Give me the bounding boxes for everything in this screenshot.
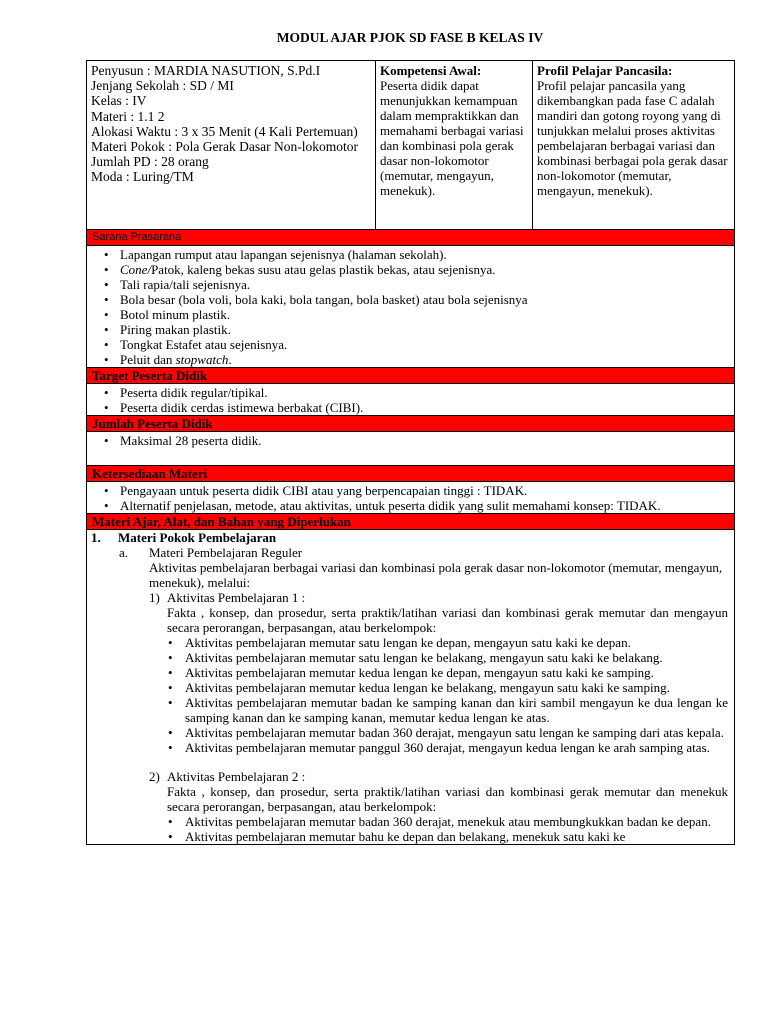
list-item: • Pengayaan untuk peserta didik CIBI atau yang berpencapaian tinggi : TIDAK. bbox=[104, 483, 528, 498]
bullet-icon: • bbox=[168, 829, 173, 844]
list-item: • Cone/Patok, kaleng bekas susu atau gelas plastik bekas, atau sejenisnya. bbox=[104, 262, 496, 277]
bullet-icon: • bbox=[104, 385, 109, 400]
main-material-line: Materi Pokok : Pola Gerak Dasar Non-lokomotor bbox=[91, 139, 358, 155]
initial-competence-text: Peserta didik dapat menunjukkan kemampuan dalam mempraktikkan dan memahami berbagai variasi dan kombinasi pola gerak dasar non-lokomotor (memutar, mengayun, menekuk). bbox=[380, 78, 524, 198]
bullet-icon: • bbox=[168, 665, 173, 680]
list-item: • Maksimal 28 peserta didik. bbox=[104, 433, 262, 448]
regular-material-block bbox=[91, 560, 728, 844]
regular-material-heading bbox=[91, 545, 728, 560]
bullet-icon: • bbox=[168, 814, 173, 829]
list-item: • Aktivitas pembelajaran memutar satu lengan ke depan, mengayun satu kaki ke depan. bbox=[168, 635, 631, 650]
bullet-icon: • bbox=[104, 262, 109, 277]
section-number: 1. bbox=[91, 530, 101, 545]
facilities-section bbox=[87, 246, 734, 368]
bullet-icon: • bbox=[168, 740, 173, 755]
list-item: • Alternatif penjelasan, metode, atau aktivitas, untuk peserta didik yang sulit memahami konsep: TIDAK. bbox=[104, 498, 661, 513]
list-item: • Botol minum plastik. bbox=[104, 307, 231, 322]
activity-2-description: Fakta , konsep, dan prosedur, serta praktik/latihan variasi dan kombinasi gerak memutar dan menekuk secara perorangan, berpasangan, atau berkelompok: bbox=[167, 784, 728, 814]
bullet-icon: • bbox=[168, 680, 173, 695]
pancasila-profile-text: Profil pelajar pancasila yang dikembangkan pada fase C adalah mandiri dan gotong royong yang di tunjukkan melalui proses aktivitas pembelajaran berbagai variasi dan kombinasi berbagai pola gerak dasar non-lokomotor (memutar, mengayun, menekuk). bbox=[537, 78, 728, 198]
student-count-heading: Jumlah Peserta Didik bbox=[87, 416, 734, 432]
bullet-icon: • bbox=[104, 307, 109, 322]
author-line: Penyusun : MARDIA NASUTION, S.Pd.I bbox=[91, 63, 321, 78]
activity-1-description: Fakta , konsep, dan prosedur, serta praktik/latihan variasi dan kombinasi gerak memutar dan mengayun secara perorangan, berpasangan, atau berkelompok: bbox=[167, 605, 728, 635]
document-title: MODUL AJAR PJOK SD FASE B KELAS IV bbox=[276, 30, 544, 45]
list-item: • Lapangan rumput atau lapangan sejenisnya (halaman sekolah). bbox=[104, 247, 447, 262]
school-level-line: Jenjang Sekolah : SD / MI bbox=[91, 78, 234, 94]
bullet-icon: • bbox=[104, 400, 109, 415]
bullet-icon: • bbox=[104, 498, 109, 513]
subsection-letter: a. bbox=[119, 545, 129, 560]
bullet-icon: • bbox=[168, 635, 173, 650]
list-item: • Peserta didik cerdas istimewa berbakat (CIBI). bbox=[104, 400, 364, 415]
facilities-heading: Sarana Prasarana bbox=[87, 230, 734, 246]
activity-1-heading: 1) Aktivitas Pembelajaran 1 : bbox=[149, 590, 306, 605]
bullet-icon: • bbox=[104, 247, 109, 262]
bullet-icon: • bbox=[168, 650, 173, 665]
bullet-icon: • bbox=[168, 695, 173, 710]
main-material-heading bbox=[91, 530, 728, 545]
bullet-icon: • bbox=[104, 337, 109, 352]
list-item: • Aktivitas pembelajaran memutar badan 360 derajat, mengayun satu lengan ke samping dari atas kepala. bbox=[168, 725, 724, 740]
material-code-line: Materi : 1.1 2 bbox=[91, 108, 165, 124]
target-students-section bbox=[87, 384, 734, 416]
identity-cell bbox=[87, 61, 376, 229]
material-availability-section bbox=[87, 482, 734, 514]
section-title: Materi Pokok Pembelajaran bbox=[118, 530, 277, 545]
module-table bbox=[86, 60, 735, 845]
list-item: • Tongkat Estafet atau sejenisnya. bbox=[104, 337, 288, 352]
initial-competence-cell bbox=[376, 61, 533, 229]
student-count-section bbox=[87, 432, 734, 466]
initial-competence-heading: Kompetensi Awal: bbox=[380, 63, 482, 78]
list-item: • Piring makan plastik. bbox=[104, 322, 231, 337]
list-item: • Aktivitas pembelajaran memutar kedua lengan ke belakang, mengayun satu kaki ke samping. bbox=[168, 680, 670, 695]
activities-intro: Aktivitas pembelajaran berbagai variasi dan kombinasi pola gerak dasar non-lokomotor (memutar, mengayun, menekuk), melalui: bbox=[149, 560, 723, 590]
pancasila-profile-cell bbox=[533, 61, 734, 229]
time-allocation-line: Alokasi Waktu : 3 x 35 Menit (4 Kali Pertemuan) bbox=[91, 123, 358, 139]
subsection-title: Materi Pembelajaran Reguler bbox=[149, 545, 303, 560]
activity-2-list bbox=[149, 814, 728, 844]
list-item: • Peserta didik regular/tipikal. bbox=[104, 385, 268, 400]
bullet-icon: • bbox=[104, 433, 109, 448]
student-count-line: Jumlah PD : 28 orang bbox=[91, 154, 209, 170]
material-availability-heading: Ketersediaan Materi bbox=[87, 466, 734, 482]
list-item: • Peluit dan stopwatch. bbox=[104, 352, 232, 367]
class-line: Kelas : IV bbox=[91, 93, 147, 109]
list-item: • Aktivitas pembelajaran memutar badan ke samping kanan dan kiri sambil mengayun ke dua lengan ke samping kanan dan ke samping kanan, memutar kedua lengan ke atas. bbox=[168, 695, 728, 725]
activity-2-heading: 2) Aktivitas Pembelajaran 2 : bbox=[149, 769, 306, 784]
list-item: • Aktivitas pembelajaran memutar badan 360 derajat, menekuk atau membungkukkan badan ke depan. bbox=[168, 814, 711, 829]
bullet-icon: • bbox=[104, 277, 109, 292]
list-item: • Aktivitas pembelajaran memutar kedua lengan ke depan, mengayun satu kaki ke samping. bbox=[168, 665, 654, 680]
list-item: • Aktivitas pembelajaran memutar panggul 360 derajat, mengayun kedua lengan ke arah samping atas. bbox=[168, 740, 710, 755]
bullet-icon: • bbox=[104, 352, 109, 367]
header-row bbox=[87, 61, 734, 230]
bullet-icon: • bbox=[104, 292, 109, 307]
pancasila-profile-heading: Profil Pelajar Pancasila: bbox=[537, 63, 673, 78]
target-students-heading: Target Peserta Didik bbox=[87, 368, 734, 384]
list-item: • Bola besar (bola voli, bola kaki, bola tangan, bola basket) atau bola sejenisnya bbox=[104, 292, 528, 307]
list-item: • Aktivitas pembelajaran memutar satu lengan ke belakang, mengayun satu kaki ke belakang. bbox=[168, 650, 663, 665]
mode-line: Moda : Luring/TM bbox=[91, 169, 194, 185]
bullet-icon: • bbox=[168, 725, 173, 740]
activity-1-list bbox=[149, 635, 728, 755]
list-item: • Aktivitas pembelajaran memutar bahu ke depan dan belakang, menekuk satu kaki ke bbox=[168, 829, 626, 844]
teaching-materials-section bbox=[87, 530, 734, 845]
bullet-icon: • bbox=[104, 483, 109, 498]
teaching-materials-heading: Materi Ajar, Alat, dan Bahan yang Diperlukan bbox=[87, 514, 734, 530]
bullet-icon: • bbox=[104, 322, 109, 337]
list-item: • Tali rapia/tali sejenisnya. bbox=[104, 277, 251, 292]
